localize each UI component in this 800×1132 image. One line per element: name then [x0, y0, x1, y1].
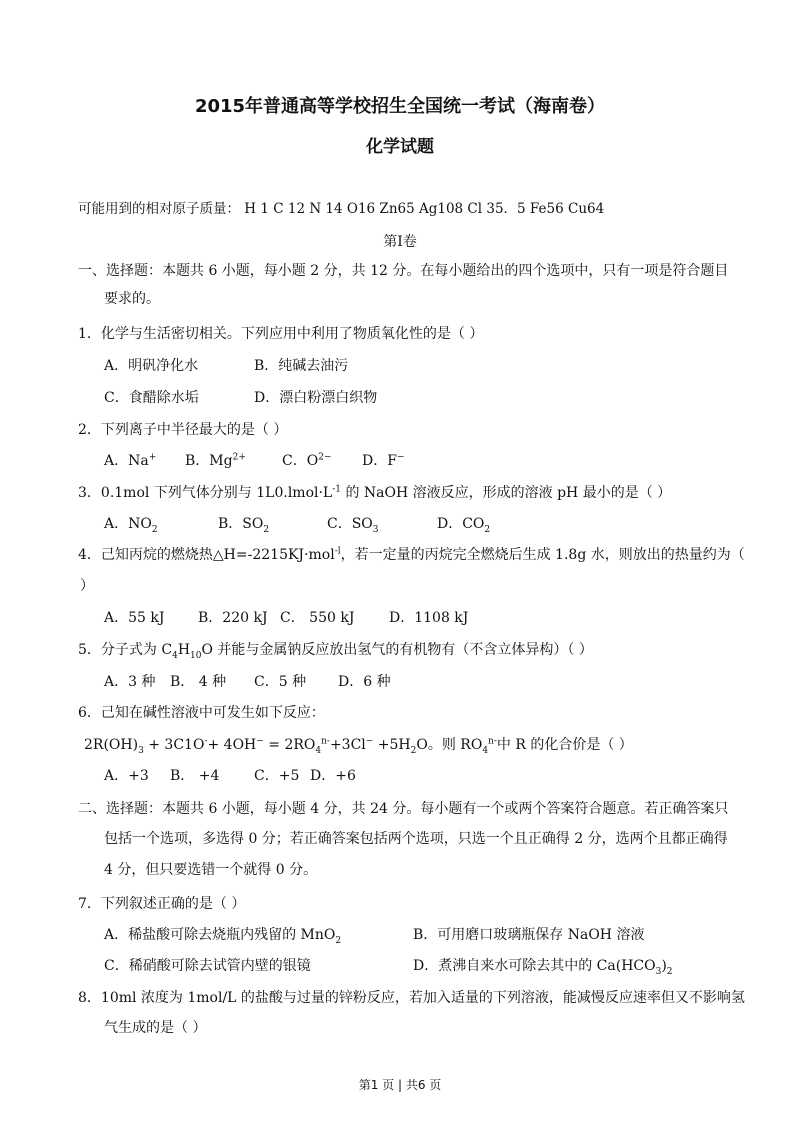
page-footer: 第1 页 | 共6 页 — [358, 1078, 442, 1092]
q3-option-b: B．$SO_2$ — [218, 516, 270, 535]
q1-option-a: A．明矾净化水 — [104, 358, 199, 374]
exam-subtitle: 化学试题 — [366, 137, 434, 157]
q5-option-b: B． 4 种 — [170, 674, 227, 690]
q5-option-d: D．6 种 — [338, 674, 391, 690]
q5-stem: 5．分子式为 $C_4H_{10}O$ 并能与金属钠反应放出氢气的有机物有（不含立体异构）（ ） — [78, 642, 593, 661]
q3-option-a: A．$NO_2$ — [104, 516, 158, 535]
q2-option-d: D．F− — [362, 452, 405, 469]
q1-stem: 1．化学与生活密切相关。下列应用中利用了物质氧化性的是（ ） — [78, 326, 484, 342]
q4-option-c: C． 550 kJ — [280, 610, 355, 626]
q1-option-b: B．纯碱去油污 — [254, 358, 349, 374]
q4-option-d: D．1108 kJ — [389, 610, 469, 626]
q4-option-b: B．220 kJ — [198, 610, 268, 626]
q8-stem-line1: 8．10ml 浓度为 1mol/L 的盐酸与过量的锌粉反应，若加入适量的下列溶液，能减慢反应速率但又不影响氢 — [78, 990, 745, 1006]
q7-stem: 7．下列叙述正确的是（ ） — [78, 896, 246, 912]
q1-option-d: D．漂白粉漂白织物 — [254, 390, 378, 406]
q2-option-a: A．Na+ — [104, 452, 157, 469]
atomic-masses: 可能用到的相对原子质量： H 1 C 12 N 14 O16 Zn65 Ag108 Cl 35．5 Fe56 Cu64 — [78, 201, 605, 217]
q7-option-c: C．稀硝酸可除去试管内壁的银镜 — [104, 958, 311, 974]
section1-instruction-line2: 要求的。 — [104, 291, 160, 307]
section2-instruction-line1: 二、选择题：本题共 6 小题，每小题 4 分，共 24 分。每小题有一个或两个答案符合题意。若正确答案只 — [78, 801, 729, 817]
q3-stem: 3．0.1mol 下列气体分别与 $1L0.lmol\cdot L^{-1}$ 的 NaOH 溶液反应，形成的溶液 pH 最小的是（ ） — [78, 484, 672, 501]
exam-title: 2015年普通高等学校招生全国统一考试（海南卷） — [194, 96, 606, 117]
section2-instruction-line2: 包括一个选项，多选得 0 分；若正确答案包括两个选项，只选一个且正确得 2 分，选两个且都正确得 — [104, 831, 728, 847]
q2-option-c: C．$O^{2-}$ — [282, 452, 332, 469]
q6-stem: 6．己知在碱性溶液中可发生如下反应： — [78, 705, 325, 721]
q2-option-b: B．$Mg^{2+}$ — [185, 452, 246, 469]
q6-option-c: C．+5 — [254, 768, 300, 784]
q6-option-a: A．+3 — [104, 768, 149, 784]
section1-instruction-line1: 一、选择题：本题共 6 小题，每小题 2 分，共 12 分。在每小题给出的四个选项中，只有一项是符合题目 — [78, 263, 729, 279]
q3-option-d: D．$CO_2$ — [437, 516, 491, 535]
q3-option-c: C．$SO_3$ — [327, 516, 379, 535]
q2-stem: 2．下列离子中半径最大的是（ ） — [78, 422, 288, 438]
q1-option-c: C．食醋除水垢 — [104, 390, 199, 406]
q6-equation: $2R(OH)_3 + 3C1O^-+ 4OH^- = 2RO_4^{n-}+3Cl^- +5H_2O$。则 $RO_4^{n-}$中 R 的化合价是（ ） — [84, 736, 633, 756]
q8-stem-line2: 气生成的是（ ） — [104, 1020, 207, 1036]
q5-option-a: A．3 种 — [104, 674, 156, 690]
q4-stem-line2: ） — [80, 578, 94, 594]
q4-stem: 4．己知丙烷的燃烧热△H=-2215KJ·mol$^{-l}$，若一定量的丙烷完全燃烧后生成 1.8g 水，则放出的热量约为（ — [78, 546, 745, 563]
q7-option-b: B．可用磨口玻璃瓶保存 NaOH 溶液 — [413, 927, 645, 943]
q7-option-a: A．稀盐酸可除去烧瓶内残留的 MnO$_2$ — [104, 927, 342, 946]
q6-option-d: D．+6 — [310, 768, 356, 784]
volume-heading: 第Ⅰ卷 — [383, 234, 417, 250]
q5-option-c: C．5 种 — [254, 674, 307, 690]
q6-option-b: B． +4 — [170, 768, 220, 784]
q4-option-a: A．55 kJ — [104, 610, 165, 626]
q7-option-d: D．煮沸自来水可除去其中的 $Ca(HCO_3)_2$ — [413, 958, 673, 977]
section2-instruction-line3: 4 分，但只要选错一个就得 0 分。 — [104, 862, 318, 878]
